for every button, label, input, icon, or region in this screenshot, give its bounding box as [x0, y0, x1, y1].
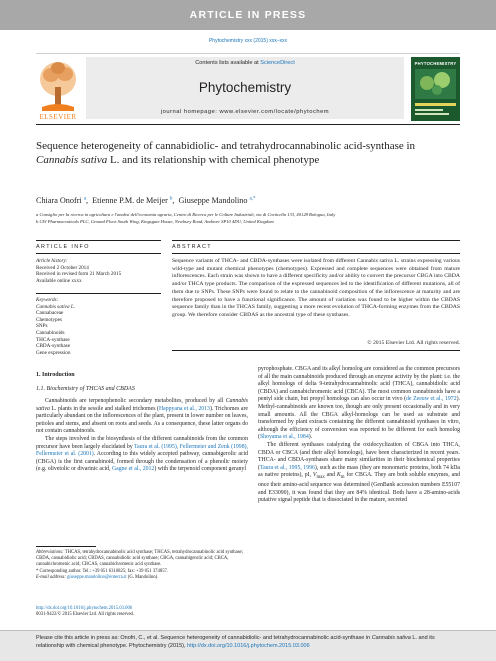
contents-prefix: Contents lists available at: [195, 60, 261, 66]
citation-doi-link[interactable]: http://dx.doi.org/10.1016/j.phytochem.2015.03.006: [187, 643, 310, 649]
paragraph: [258, 366, 460, 442]
text-run: ) with the terpenoid component geranyl: [154, 466, 246, 473]
abbreviations-footnote: [36, 550, 248, 569]
journal-title: Phytochemistry: [198, 80, 292, 95]
keywords-rule: [36, 293, 161, 294]
citation-text: [36, 634, 460, 650]
text-run: . According to this widely accepted pathway, cannabigerolic acid (CBGA) is the first cannabinoid, formed through the condensation of a phenolic moiety (e.g. olivetolic or divarinic acid,: [36, 451, 248, 473]
subscript: max: [316, 475, 325, 481]
citation-link[interactable]: Shoyama et al., 1984: [259, 434, 309, 441]
journal-homepage[interactable]: journal homepage: www.elsevier.com/locate/phytochem: [160, 109, 330, 115]
keywords-list: [36, 297, 161, 356]
email-label: E-mail address:: [36, 574, 68, 580]
keyword: Chemotypes: [36, 316, 62, 323]
text-run: ). Trichomes are particularly abundant on the inflorescences of the plant, present in lower number on leaves, petioles and stems, and absent on roots and seeds. As a consequence, these latter organs do not contain cannabinoids.: [36, 405, 249, 435]
left-column-text: [36, 398, 248, 474]
history-label: Article history:: [36, 258, 68, 264]
header-top-rule: [36, 53, 460, 54]
doi-block: [36, 606, 134, 618]
subsection-heading: 1.1. Biochemistry of THCAS and CBDAS: [36, 386, 135, 392]
email-footnote: [36, 575, 248, 581]
paragraph: [258, 442, 460, 505]
email-link[interactable]: giuseppe.mandolino@entecra.it: [67, 574, 127, 580]
history-entry: Available online xxxx: [36, 277, 82, 284]
abbrev-text: THCAS, tetrahydrocannabinolic acid synthase; THCAS, tetrahydrocannabinolic acid synthase; CBDA, cannabidiolic acid; CBDAS, cannabidiolic acid synthase; CBGA, cannabigerolic acid; CBCA, cannabichromenic acid; CBCAS, cannabichromenic acid synthase.: [36, 550, 243, 568]
article-info-top-rule: [36, 240, 161, 241]
sciencedirect-link[interactable]: ScienceDirect: [260, 60, 295, 66]
keyword: Cannabinoids: [36, 329, 65, 336]
header-bottom-rule: [36, 124, 460, 125]
article-in-press-banner: [0, 0, 496, 30]
cover-title: PHYTOCHEMISTRY: [414, 61, 457, 66]
keyword: Cannabis sativa L.: [36, 303, 76, 310]
author-name[interactable]: Giuseppe Mandolino: [178, 196, 248, 205]
author-list: Chiara Onofri $^a$, Etienne P.M. de Meijer $^b$, Giuseppe Mandolino $^{a,*}$: [36, 196, 256, 205]
italic-run: V: [312, 472, 317, 479]
journal-cover-image: [411, 57, 460, 121]
text-run: Cannabinoids are terpenophenolic secondary metabolites, produced by all: [45, 398, 226, 404]
text-run: and: [324, 472, 337, 479]
issn-line: 0031-9422/© 2015 Elsevier Ltd. All rights reserved.: [36, 612, 135, 618]
affiliation-b: b GW Pharmaceuticals PLC, Ground Floor South Wing, Kingsgate House, Newbury Road, Andover SP10 4DU, United Kingdom: [36, 219, 274, 224]
keyword: Cannabaceae: [36, 310, 64, 317]
abstract-bottom-rule: [172, 350, 460, 351]
affiliation-a: a Consiglio per la ricerca in agricoltura e l'analisi dell'economia agraria, Centro di Ricerca per le Colture Industriali, via di Corticella 133, 40128 Bologna, Italy: [36, 212, 336, 217]
doi-link[interactable]: http://dx.doi.org/10.1016/j.phytochem.2015.03.006: [36, 606, 133, 611]
text-run: ), such as the mass (they are monomeric proteins, both 74 kDa as native proteins), pI,: [258, 464, 460, 479]
contents-line: [86, 60, 404, 66]
keyword: SNPs: [36, 323, 48, 330]
italic-run: K: [336, 472, 341, 479]
text-run: ). Methyl-cannabinoids are known too, though are only present occasionally and in very small amounts. All the CBGA alkyl-homologs can be used as substrate and transformed by plant extracts containing the different cannabinoid synthases in vitro, although the efficiency of conversion was reported to be different for each homolog (: [258, 396, 460, 441]
text-run: The different synthases catalyzing the oxidocyclization of CBGA into THCA, CBDA or CBCA (and their alkyl homologs), have been characterized in recent years. THCA- and CBDA-synthases share many similarities in their biochemical properties (: [258, 441, 460, 471]
author-affiliation-mark[interactable]: b: [169, 196, 173, 202]
title-part-1: Sequence heterogeneity of cannabidiolic- and tetrahydrocannabinolic acid-synthase in: [36, 140, 416, 152]
history-entry: Received in revised form 21 March 2015: [36, 271, 122, 278]
citation-link[interactable]: Taura et al., 1995, 1996: [259, 464, 315, 471]
journal-reference[interactable]: Phytochemistry xxx (2015) xxx–xxx: [208, 38, 288, 44]
text-run: ).: [308, 434, 313, 441]
author-name[interactable]: Chiara Onofri: [36, 196, 82, 205]
citation-italic: Cannabis sativa: [371, 635, 411, 641]
footnote-rule: [36, 546, 96, 547]
article-title: [36, 139, 456, 167]
title-italic: Cannabis sativa: [36, 154, 108, 166]
author-affiliation-mark[interactable]: a,*: [249, 196, 256, 202]
italic-run: Cannabis sativa: [36, 398, 248, 412]
history-entry: Received 2 October 2014: [36, 264, 89, 271]
title-part-2: L. and its relationship with chemical phenotype: [107, 154, 320, 166]
corresponding-author-footnote: * Corresponding author. Tel.: +39 051 6316825; fax: +39 051 374857.: [36, 568, 169, 574]
abstract-top-rule: [172, 240, 460, 241]
author-name[interactable]: Etienne P.M. de Meijer: [92, 196, 168, 205]
subscript: m: [340, 475, 345, 481]
author-affiliation-mark[interactable]: a: [83, 196, 86, 202]
abstract-copyright: © 2015 Elsevier Ltd. All rights reserved.: [367, 340, 460, 346]
keyword: THCA-synthase: [36, 336, 70, 343]
citation-link[interactable]: Taura et al. (1995), Fellermeier and Zenk (1998), Fellermeier et al. (2001): [36, 443, 248, 458]
paragraph: [36, 436, 248, 474]
text-run: L. plants in the sessile and stalked trichomes (: [49, 405, 159, 412]
text-run: The steps involved in the biosynthesis of the different cannabinoids from the common precursor have been largely elucidated by: [36, 435, 248, 450]
text-run: pyrophosphate. CBGA and its alkyl homolog are considered as the common precursors of all the main cannabinoids produced through an enzyme activity by the plant: i.e. the alkyl homologs of delta 9-tetrahydrocannabinolic acid (THCA), cannabidiolic acid (CBDA) and cannabichromenic acid (CBCA). The most common cannabinoids have a pentyl side chain, but propyl homologs can also occur in vivo (: [258, 366, 460, 403]
keyword: Gene expression: [36, 349, 71, 356]
cover-artwork: [411, 57, 460, 121]
right-column-text: [258, 366, 460, 505]
keyword: CBDA-synthase: [36, 343, 71, 350]
publisher-logo-text: ELSEVIER: [39, 113, 77, 121]
article-history: [36, 258, 161, 284]
elsevier-tree-logo: [36, 57, 80, 121]
article-info-sub-rule: [36, 253, 161, 254]
abstract-sub-rule: [172, 253, 460, 254]
abbrev-label: Abbreviations:: [36, 550, 64, 555]
text-run: for CBGA. They are both soluble enzymes, and once their amino-acid sequence was determined (GenBank accession numbers E55107 and E33090), it was found that they are 84% identical. Both have a 28-amino-acids putative signal peptide that is dissociated in the mature, secreted: [258, 472, 460, 504]
article-info-heading: ARTICLE INFO: [36, 244, 90, 250]
keywords-label: Keywords:: [36, 297, 59, 303]
paragraph: [36, 398, 248, 436]
email-suffix: (G. Mandolino).: [126, 574, 159, 580]
banner-text: ARTICLE IN PRESS: [189, 9, 307, 21]
citation-link[interactable]: Happyana et al., 2013: [158, 405, 210, 412]
section-heading: 1. Introduction: [36, 372, 75, 378]
citation-middle: L. and its relationship with chemical phenotype. Phytochemistry (2015),: [36, 635, 435, 649]
citation-link[interactable]: Gagne et al., 2012: [111, 466, 155, 473]
abstract-heading: ABSTRACT: [172, 244, 212, 250]
citation-prefix: Please cite this article in press as: Onofri, C., et al. Sequence heterogeneity of cannabidiolic- and tetrahydrocannabinolic acid-synthase in: [36, 635, 372, 641]
citation-link[interactable]: de Zeeuw et al., 1972: [406, 396, 457, 403]
footnotes: [36, 550, 248, 581]
abstract-text: Sequence variants of THCA- and CBDA-synthases were isolated from different Cannabis sativa L. strains expressing various wild-type and mutant chemical phenotypes (chemotypes). Expressed and complete sequences were obtained from mature inflorescences. Each strain was shown to have a different specificity and/or ability to convert the precursor CBGA into CBDA and/or THCA type products. The comparison of the expressed sequences led to the identification of different mutations, all of them due to SNPs. These SNPs were found to relate to the cannabinoid composition of the inflorescence at maturity and are therefore proposed to have a functional significance. The amount of variation was found to be higher within the CBDAS sequence family than in the THCAS family, suggesting a more recent evolution of THCA-forming enzymes from the CBDAS group. We therefore consider CBDAS as the ancestral type of these synthases.: [172, 258, 460, 318]
